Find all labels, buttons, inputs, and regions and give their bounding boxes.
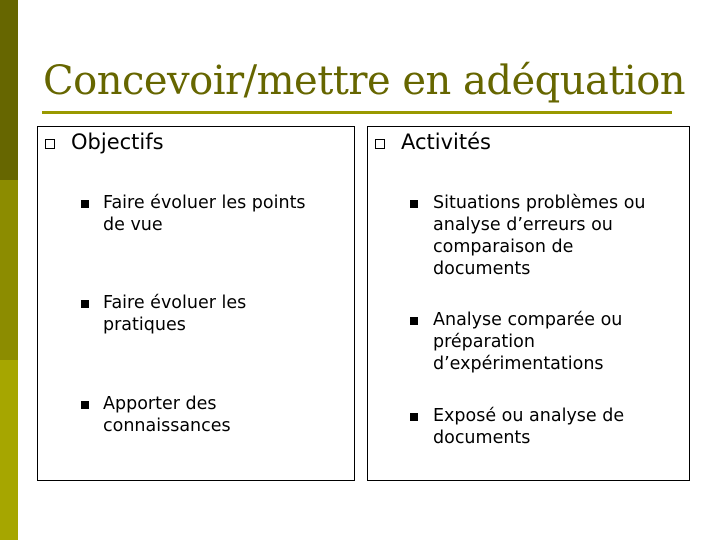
activities-heading: Activités: [401, 130, 491, 154]
square-bullet-icon: [45, 139, 55, 149]
filled-square-bullet-icon: [410, 200, 418, 208]
filled-square-bullet-icon: [81, 300, 89, 308]
side-accent-bar-top: [0, 0, 18, 180]
side-accent-bar-bottom: [0, 360, 18, 540]
side-accent-bar-middle: [0, 180, 18, 360]
filled-square-bullet-icon: [81, 200, 89, 208]
title-underline: [42, 111, 672, 114]
activity-item: Exposé ou analyse de documents: [433, 406, 625, 448]
objective-item: Apporter des connaissances: [103, 394, 231, 436]
filled-square-bullet-icon: [410, 317, 418, 325]
objectives-heading: Objectifs: [71, 130, 164, 154]
objective-item: Faire évoluer les points de vue: [103, 193, 306, 235]
square-bullet-icon: [375, 139, 385, 149]
filled-square-bullet-icon: [81, 401, 89, 409]
filled-square-bullet-icon: [410, 413, 418, 421]
activity-item: Analyse comparée ou préparation d’expérimentations: [433, 310, 623, 374]
objective-item: Faire évoluer les pratiques: [103, 293, 247, 335]
activity-item: Situations problèmes ou analyse d’erreurs ou comparaison de documents: [433, 193, 646, 279]
slide-title: Concevoir/mettre en adéquation: [43, 58, 686, 104]
